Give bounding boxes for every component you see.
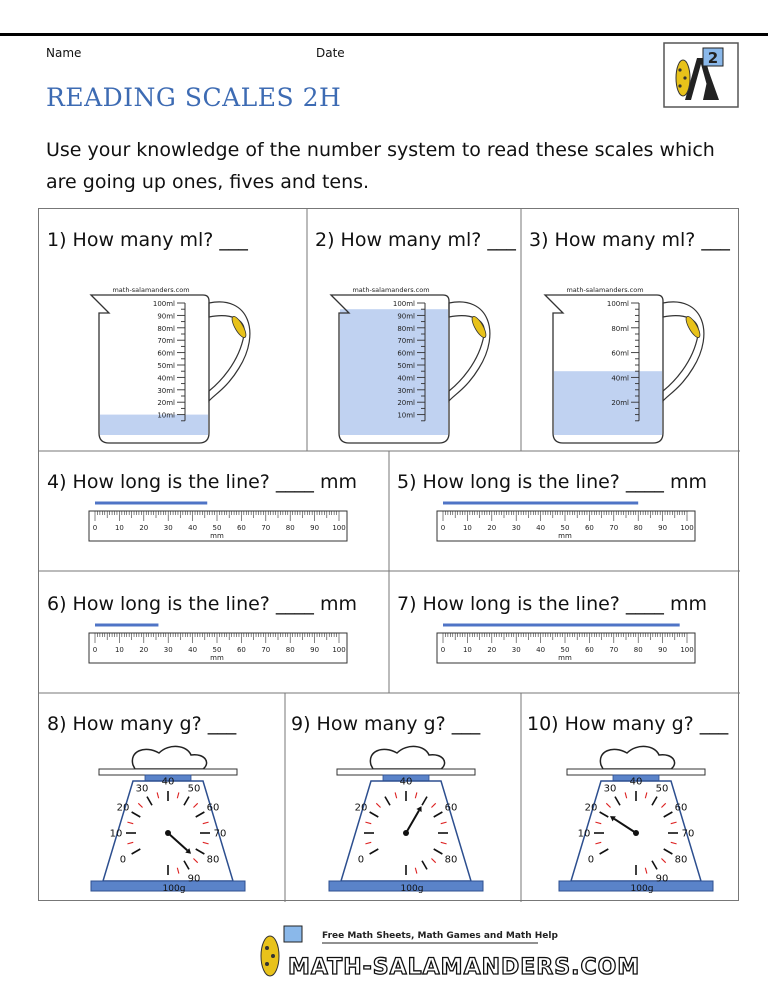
footer-logo — [248, 922, 641, 982]
dial-label: 90 — [655, 873, 669, 885]
jug-tick-label: 40ml — [397, 374, 415, 383]
dial-label: 0 — [119, 854, 127, 866]
ruler-number: 20 — [487, 524, 497, 532]
ruler-number: 70 — [609, 524, 619, 532]
question-7: 7) How long is the line? ____ mm — [397, 593, 707, 615]
dial-label: 50 — [187, 783, 201, 795]
ruler-number: 80 — [633, 646, 643, 654]
scale-pan — [337, 769, 475, 775]
dial-label: 60 — [444, 802, 458, 814]
dial-label: 20 — [116, 802, 130, 814]
dial-label: 30 — [135, 783, 149, 795]
ruler-number: 0 — [440, 524, 446, 532]
ruler-5 — [437, 499, 697, 555]
dial-label: 20 — [354, 802, 368, 814]
jug-tick-label: 50ml — [157, 362, 175, 370]
jug-tick-label: 60ml — [397, 349, 415, 358]
ruler-number: 40 — [188, 646, 198, 654]
scale-pan — [567, 769, 705, 775]
ruler-number: 20 — [487, 646, 497, 654]
jug-tick-label: 60ml — [157, 349, 175, 358]
stone-icon — [132, 746, 206, 769]
ruler-number: 100 — [680, 524, 694, 532]
dial-label: 0 — [357, 854, 365, 866]
salamander-logo-badge — [663, 42, 739, 108]
ruler-number: 30 — [163, 646, 173, 654]
ruler-number: 100 — [332, 524, 346, 532]
dial-label: 0 — [587, 854, 595, 866]
weighing-scale-9 — [321, 741, 491, 901]
dial-label: 70 — [681, 828, 695, 840]
page-title: READING SCALES 2H — [46, 83, 342, 112]
footer-wordmark: MATH-SALAMANDERS.COM — [288, 955, 641, 980]
dial-pivot — [633, 830, 639, 836]
ruler-number: 10 — [114, 524, 124, 532]
dial-label: 90 — [187, 873, 201, 885]
question-8: 8) How many g? ___ — [47, 713, 237, 735]
ruler-number: 100 — [680, 646, 694, 654]
jug-brand-text: math-salamanders.com — [566, 286, 644, 294]
dial-unit-label: 100g — [630, 884, 654, 894]
ruler-number: 100 — [332, 646, 346, 654]
dial-label: 40 — [399, 776, 413, 788]
jug-handle — [449, 302, 490, 401]
jug-handle — [209, 302, 250, 401]
question-1: 1) How many ml? ___ — [47, 229, 248, 251]
ruler-number: 70 — [261, 524, 271, 532]
jug-tick-label: 20ml — [157, 399, 175, 408]
question-2: 2) How many ml? ___ — [315, 229, 516, 251]
ruler-number: 90 — [310, 524, 320, 532]
ruler-number: 60 — [236, 524, 246, 532]
dial-pivot — [403, 830, 409, 836]
ruler-number: 30 — [163, 524, 173, 532]
jug-tick-label: 90ml — [397, 312, 415, 321]
question-3: 3) How many ml? ___ — [529, 229, 730, 251]
jug-tick-label: 60ml — [611, 349, 629, 358]
jug-tick-label: 20ml — [611, 399, 629, 408]
ruler-number: 50 — [560, 524, 570, 532]
measuring-jug-2 — [329, 273, 509, 449]
ruler-number: 80 — [285, 646, 295, 654]
jug-brand-text: math-salamanders.com — [112, 286, 190, 294]
dial-label: 60 — [206, 802, 220, 814]
weighing-scale-8 — [83, 741, 253, 901]
ruler-unit: mm — [558, 532, 572, 540]
instructions-text: Use your knowledge of the number system to read these scales which are going up ones, fives and tens. — [46, 139, 715, 193]
ruler-number: 50 — [560, 646, 570, 654]
jug-tick-label: 100ml — [152, 300, 175, 308]
ruler-unit: mm — [210, 532, 224, 540]
dial-label: 40 — [161, 776, 175, 788]
measuring-jug-3 — [543, 273, 723, 449]
ruler-number: 10 — [462, 646, 472, 654]
stone-icon — [370, 746, 444, 769]
ruler-number: 90 — [658, 646, 668, 654]
ruler-7 — [437, 621, 697, 677]
name-label: Name — [46, 46, 82, 60]
ruler-number: 90 — [310, 646, 320, 654]
ruler-number: 70 — [609, 646, 619, 654]
jug-tick-label: 10ml — [397, 411, 415, 420]
jug-liquid — [100, 415, 208, 435]
ruler-number: 50 — [212, 524, 222, 532]
jug-tick-label: 30ml — [397, 386, 415, 395]
ruler-number: 30 — [511, 524, 521, 532]
jug-tick-label: 40ml — [157, 374, 175, 383]
ruler-number: 10 — [462, 524, 472, 532]
date-label: Date — [316, 46, 345, 60]
dial-unit-label: 100g — [162, 884, 186, 894]
jug-liquid — [554, 371, 662, 435]
ruler-number: 80 — [285, 524, 295, 532]
jug-tick-label: 50ml — [397, 362, 415, 370]
jug-tick-label: 100ml — [606, 300, 629, 308]
ruler-number: 60 — [236, 646, 246, 654]
stone-icon — [600, 746, 674, 769]
jug-tick-label: 70ml — [397, 337, 415, 346]
jug-tick-label: 90ml — [157, 312, 175, 321]
ruler-number: 60 — [584, 646, 594, 654]
dial-label: 80 — [206, 854, 220, 866]
jug-tick-label: 80ml — [397, 324, 415, 333]
ruler-number: 60 — [584, 524, 594, 532]
ruler-number: 0 — [440, 646, 446, 654]
question-5: 5) How long is the line? ____ mm — [397, 471, 707, 493]
dial-label: 30 — [603, 783, 617, 795]
ruler-number: 40 — [536, 646, 546, 654]
scale-pan — [99, 769, 237, 775]
dial-label: 10 — [109, 828, 123, 840]
jug-tick-label: 10ml — [157, 411, 175, 420]
ruler-number: 0 — [92, 646, 98, 654]
ruler-number: 40 — [188, 524, 198, 532]
ruler-6 — [89, 621, 349, 677]
question-10: 10) How many g? ___ — [527, 713, 729, 735]
jug-handle — [663, 302, 704, 401]
ruler-number: 0 — [92, 524, 98, 532]
svg-text:2: 2 — [707, 49, 719, 67]
ruler-number: 90 — [658, 524, 668, 532]
weighing-scale-10 — [551, 741, 721, 901]
jug-liquid — [340, 309, 448, 435]
dial-label: 40 — [629, 776, 643, 788]
question-grid — [38, 208, 739, 901]
ruler-number: 50 — [212, 646, 222, 654]
dial-label: 70 — [213, 828, 227, 840]
top-rule — [0, 33, 768, 36]
ruler-unit: mm — [558, 654, 572, 662]
dial-label: 20 — [584, 802, 598, 814]
dial-label: 50 — [655, 783, 669, 795]
ruler-number: 80 — [633, 524, 643, 532]
dial-label: 60 — [674, 802, 688, 814]
dial-pivot — [165, 830, 171, 836]
jug-tick-label: 100ml — [392, 300, 415, 308]
ruler-4 — [89, 499, 349, 555]
jug-tick-label: 70ml — [157, 337, 175, 346]
jug-tick-label: 80ml — [157, 324, 175, 333]
measuring-jug-1 — [89, 273, 269, 449]
ruler-number: 70 — [261, 646, 271, 654]
ruler-number: 20 — [139, 524, 149, 532]
ruler-number: 20 — [139, 646, 149, 654]
dial-label: 80 — [444, 854, 458, 866]
jug-tick-label: 40ml — [611, 374, 629, 383]
question-9: 9) How many g? ___ — [291, 713, 481, 735]
footer-tagline: Free Math Sheets, Math Games and Math Help — [322, 931, 558, 941]
question-4: 4) How long is the line? ____ mm — [47, 471, 357, 493]
ruler-unit: mm — [210, 654, 224, 662]
dial-unit-label: 100g — [400, 884, 424, 894]
ruler-number: 30 — [511, 646, 521, 654]
question-6: 6) How long is the line? ____ mm — [47, 593, 357, 615]
ruler-number: 10 — [114, 646, 124, 654]
jug-brand-text: math-salamanders.com — [352, 286, 430, 294]
dial-label: 10 — [577, 828, 591, 840]
jug-tick-label: 20ml — [397, 399, 415, 408]
dial-label: 80 — [674, 854, 688, 866]
ruler-number: 40 — [536, 524, 546, 532]
jug-tick-label: 30ml — [157, 386, 175, 395]
jug-tick-label: 80ml — [611, 324, 629, 333]
